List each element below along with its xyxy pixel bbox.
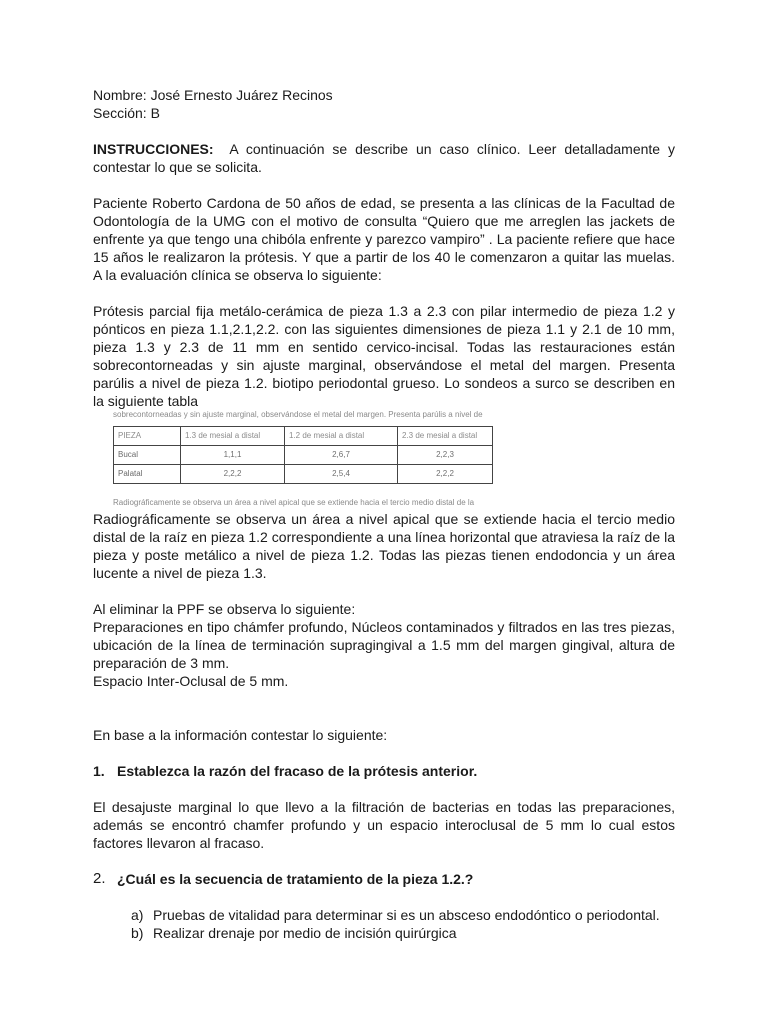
table-cell: 2,2,3 [398,446,493,465]
table-header-cell: 1.3 de mesial a distal [181,427,285,446]
radiographic-paragraph: Radiográficamente se observa un área a nivel apical que se extiende hacia el tercio medio distal de la raíz en pieza 1.2 correspondiente a una línea horizontal que atraviesa la raíz de la pieza y poste metálico a nivel de pieza 1.2. Todas las piezas tienen endodoncia y un área lucente a nivel de pieza 1.3. [93,511,675,581]
list-item [131,924,675,942]
table-row [114,446,493,465]
instructions-paragraph [93,140,675,176]
question-text: ¿Cuál es la secuencia de tratamiento de la pieza 1.2.? [117,871,474,887]
student-section: Sección: B [93,105,160,121]
question-number: 2. [93,870,106,887]
question-number: 1. [93,763,105,779]
table-cell: 2,5,4 [285,465,398,484]
table-header-cell: PIEZA [114,427,181,446]
ppf-intro: Al eliminar la PPF se observa lo siguiente: [93,601,356,617]
instructions-label: INSTRUCCIONES: [93,141,214,157]
table-cell: 1,1,1 [181,446,285,465]
list-item-text: Pruebas de vitalidad para determinar si es un absceso endodóntico o periodontal. [153,907,660,923]
table-crop-top-text: sobrecontorneadas y sin ajuste marginal, observándose el metal del margen. Presenta parúlis a nivel de [113,410,483,419]
list-item [131,906,675,924]
table-cell: 2,2,2 [398,465,493,484]
document-page [93,86,675,942]
list-item-letter: b) [131,925,144,941]
prompt-line: En base a la información contestar lo siguiente: [93,727,388,743]
table-crop-bottom-text: Radiográficamente se observa un área a nivel apical que se extiende hacia el tercio medio distal de la [113,498,475,507]
ppf-space: Espacio Inter-Oclusal de 5 mm. [93,673,289,689]
treatment-sequence-list [93,906,675,942]
question-text: Establezca la razón del fracaso de la prótesis anterior. [117,763,478,779]
case-paragraph: Paciente Roberto Cardona de 50 años de edad, se presenta a las clínicas de la Facultad de Odontología de la UMG con el motivo de consulta “Quiero que me arreglen las jackets de enfrente ya que tengo una chibóla enfrente y parezco vampiro” . La paciente refiere que hace 15 años le realizaron la prótesis. Y que a partir de los 40 le comenzaron a quitar las muelas. A la evaluación clínica se observa lo siguiente: [93,195,675,283]
table-cell: 2,2,2 [181,465,285,484]
table-cell: 2,6,7 [285,446,398,465]
student-name: Nombre: José Ernesto Juárez Recinos [93,87,333,103]
ppf-preparations: Preparaciones en tipo chámfer profundo, Núcleos contaminados y filtrados en las tres piezas, ubicación de la línea de terminación supragingival a 1.5 mm del margen gingival, altura de preparación de 3 mm. [93,619,675,671]
probing-table-image [93,410,523,510]
instructions-text: A continuación se describe un caso clínico. Leer detalladamente y contestar lo que se solicita. [93,141,675,175]
table-row-label: Palatal [114,465,181,484]
table-header-cell: 1.2 de mesial a distal [285,427,398,446]
table-header-cell: 2.3 de mesial a distal [398,427,493,446]
prosthesis-paragraph: Prótesis parcial fija metálo-cerámica de pieza 1.3 a 2.3 con pilar intermedio de pieza 1.2 y pónticos en pieza 1.1,2.1,2.2. con las siguientes dimensiones de pieza 1.1 y 2.1 de 10 mm, pieza 1.3 y 2.3 de 11 mm en sentido cervico-incisal. Todas las restauraciones están sobrecontorneadas y sin ajuste marginal, observándose el metal del margen. Presenta parúlis a nivel de pieza 1.2. biotipo periodontal grueso. Lo sondeos a surco se describen en la siguiente tabla [93,303,675,409]
question-1 [93,762,675,780]
list-item-letter: a) [131,907,144,923]
table-row-label: Bucal [114,446,181,465]
question-2 [93,870,675,888]
table-row [114,465,493,484]
list-item-text: Realizar drenaje por medio de incisión quirúrgica [153,925,457,941]
table-header-row [114,427,493,446]
probing-table [113,426,493,484]
answer-1: El desajuste marginal lo que llevo a la filtración de bacterias en todas las preparaciones, además se encontró chamfer profundo y un espacio interoclusal de 5 mm lo cual estos factores llevaron al fracaso. [93,799,675,851]
